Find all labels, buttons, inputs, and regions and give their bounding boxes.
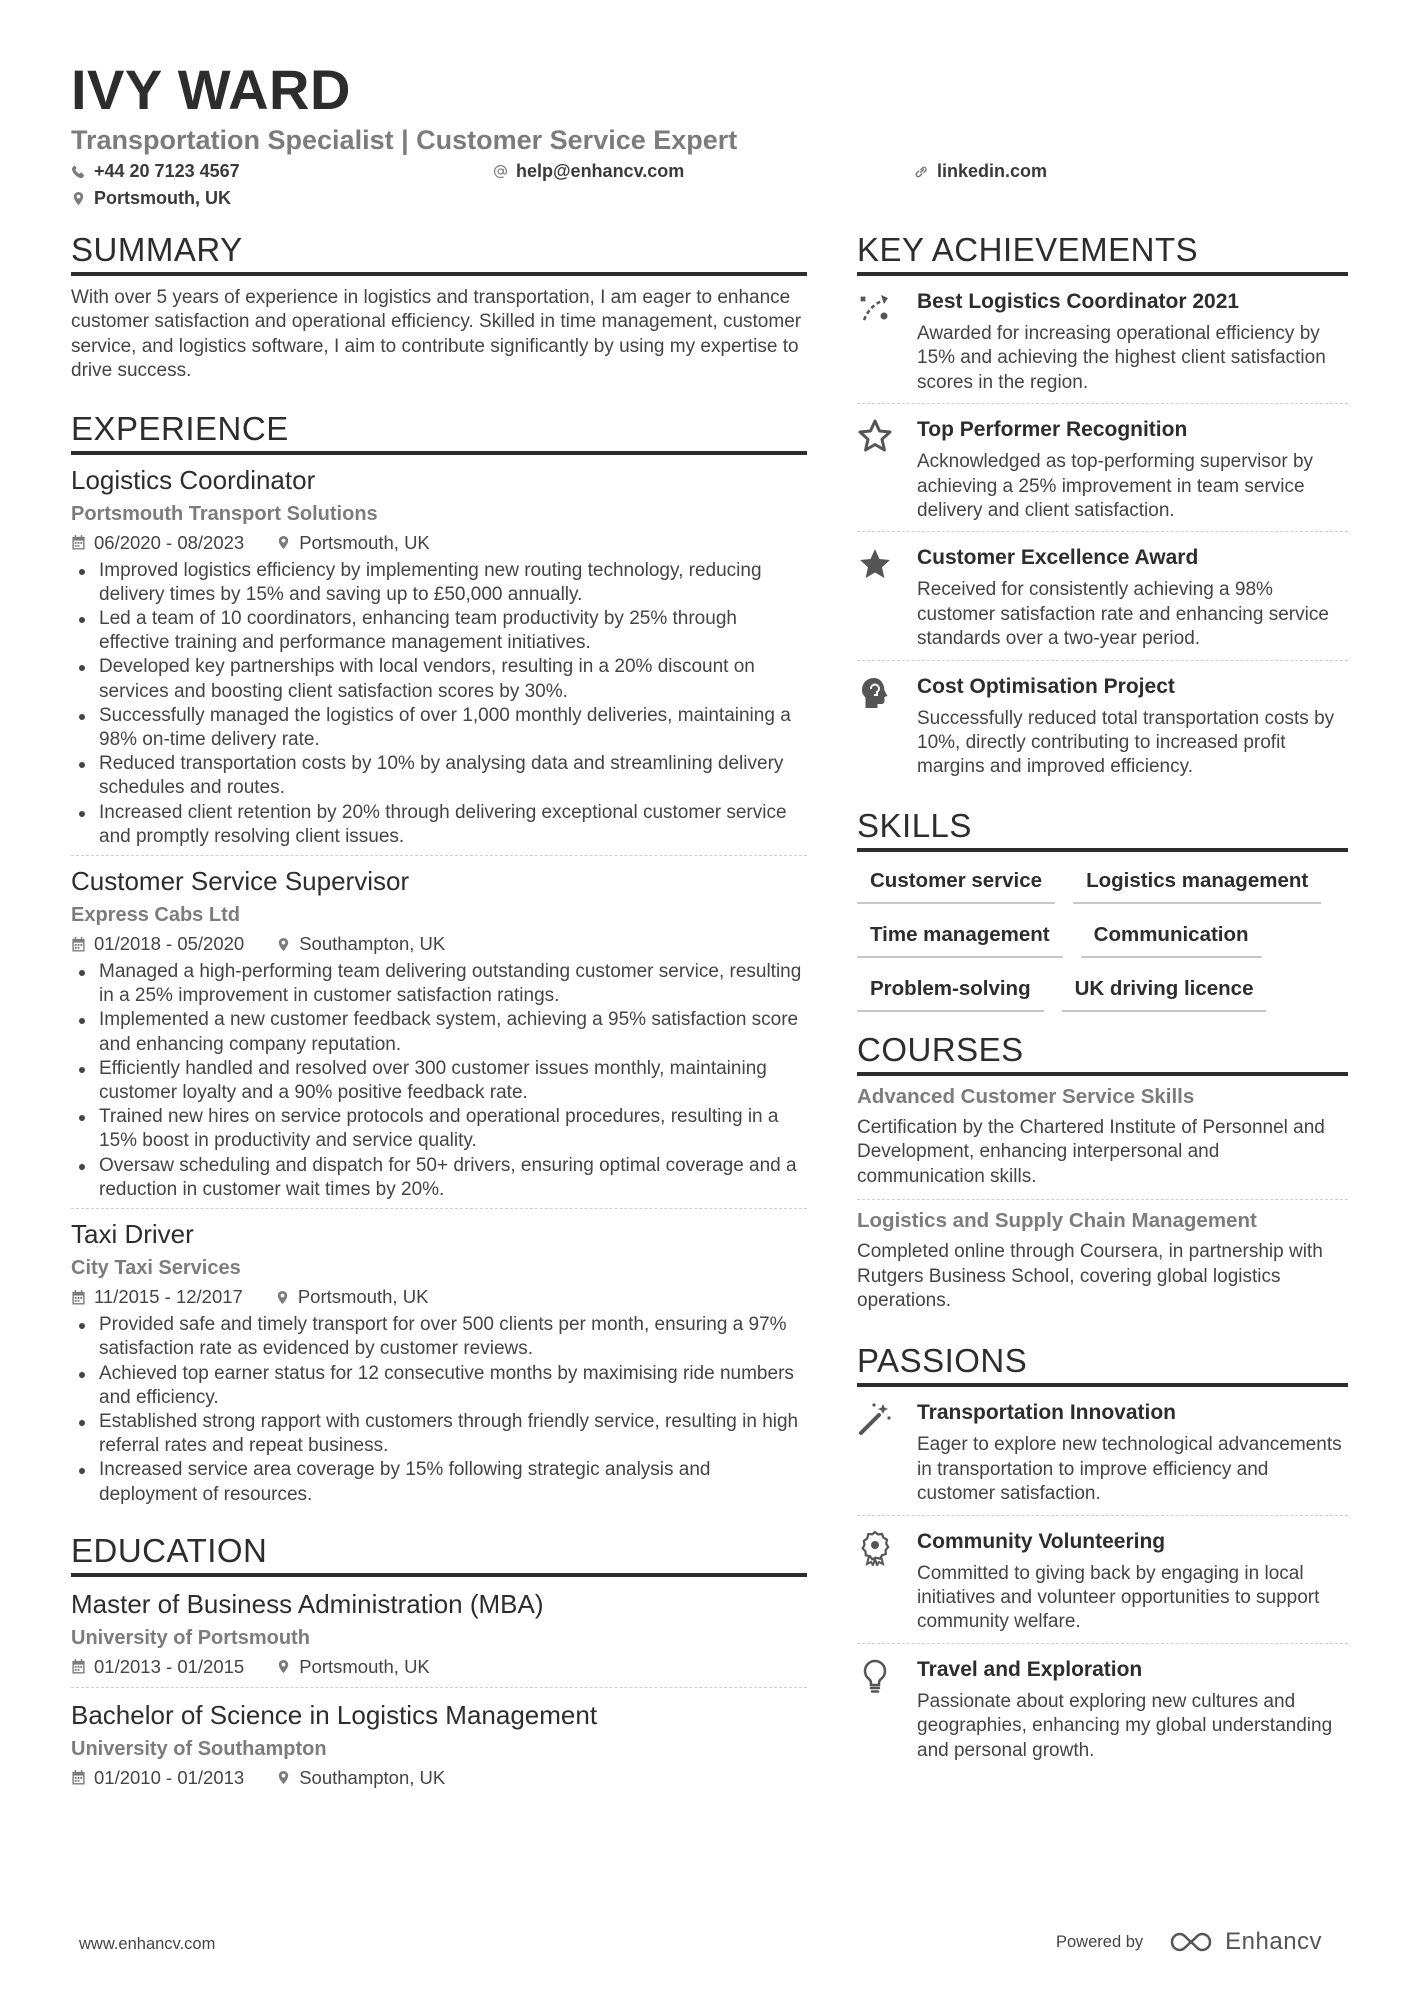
bullet-item: Managed a high-performing team delivering outstanding customer service, resulting in a 25% improvement in customer satisfaction ratings. bbox=[71, 960, 807, 1008]
passion-desc: Committed to giving back by engaging in local initiatives and volunteer opportunities to support community welfare. bbox=[917, 1562, 1320, 1633]
education-dates bbox=[71, 1766, 244, 1790]
passion-item bbox=[857, 1515, 1348, 1643]
passion-item bbox=[857, 1643, 1348, 1771]
job-bullets bbox=[71, 960, 807, 1202]
experience-section bbox=[71, 409, 807, 1513]
achievement-desc: Successfully reduced total transportation costs by 10%, directly contributing to increased profit margins and improved efficiency. bbox=[917, 707, 1335, 778]
education-location-text: Southampton, UK bbox=[299, 1766, 446, 1788]
course-desc: Certification by the Chartered Institute of Personnel and Development, enhancing interpersonal and communication skills. bbox=[857, 1116, 1325, 1187]
education-location bbox=[276, 1766, 445, 1790]
job-meta bbox=[71, 531, 807, 555]
course-title: Logistics and Supply Chain Management bbox=[857, 1209, 1257, 1233]
phone-contact bbox=[71, 160, 240, 182]
course-desc: Completed online through Coursera, in partnership with Rutgers Business School, covering global logistics operations. bbox=[857, 1241, 1323, 1311]
candidate-name: IVY WARD bbox=[71, 58, 351, 121]
achievement-desc: Awarded for increasing operational efficiency by 15% and achieving the highest client satisfaction scores in the region. bbox=[917, 323, 1326, 393]
school-name: University of Portsmouth bbox=[71, 1626, 310, 1649]
job-dates bbox=[71, 1285, 243, 1309]
email-contact bbox=[493, 160, 684, 182]
phone-number: +44 20 7123 4567 bbox=[94, 161, 240, 181]
job-location-text: Portsmouth, UK bbox=[299, 531, 430, 553]
location-pin-icon bbox=[275, 1290, 290, 1305]
passion-item bbox=[857, 1387, 1348, 1514]
passion-title: Travel and Exploration bbox=[917, 1657, 1143, 1681]
summary-text: With over 5 years of experience in logistics and transportation, I am eager to enhance customer satisfaction and operational efficiency. Skilled in time management, customer service, and logistics software, I aim to contribute significantly by using my expertise to drive success. bbox=[71, 287, 802, 382]
achievement-item bbox=[857, 660, 1348, 788]
education-dates-text: 01/2013 - 01/2015 bbox=[94, 1655, 245, 1677]
calendar-icon bbox=[71, 1659, 86, 1674]
achievement-item bbox=[857, 531, 1348, 659]
calendar-icon bbox=[71, 1290, 86, 1305]
skill-tag: Problem-solving bbox=[857, 972, 1044, 1012]
linkedin-link[interactable]: linkedin.com bbox=[937, 161, 1048, 181]
job-dates-text: 06/2020 - 08/2023 bbox=[94, 531, 245, 553]
achievements-heading: KEY ACHIEVEMENTS bbox=[857, 230, 1348, 276]
achievement-title: Cost Optimisation Project bbox=[917, 674, 1175, 698]
location-pin-icon bbox=[276, 937, 291, 952]
summary-heading: SUMMARY bbox=[71, 230, 807, 276]
job-location-text: Southampton, UK bbox=[299, 933, 446, 955]
left-column bbox=[71, 230, 807, 1798]
passions-heading: PASSIONS bbox=[857, 1341, 1348, 1387]
magic-wand-icon bbox=[857, 1401, 893, 1437]
achievement-title: Customer Excellence Award bbox=[917, 546, 1199, 570]
job-entry bbox=[71, 455, 807, 855]
candidate-title: Transportation Specialist | Customer Service Expert bbox=[71, 125, 738, 155]
education-location bbox=[276, 1655, 430, 1679]
achievement-title: Best Logistics Coordinator 2021 bbox=[917, 290, 1240, 313]
bullet-item: Trained new hires on service protocols and operational procedures, resulting in a 15% boost in productivity and service quality. bbox=[71, 1105, 807, 1153]
skill-tag: Communication bbox=[1081, 918, 1262, 958]
job-location bbox=[276, 531, 430, 555]
job-title: Taxi Driver bbox=[71, 1219, 194, 1250]
experience-heading: EXPERIENCE bbox=[71, 409, 807, 455]
job-meta bbox=[71, 932, 807, 956]
head-idea-icon bbox=[857, 675, 893, 711]
achievement-desc: Received for consistently achieving a 98% customer satisfaction rate and enhancing service standards over a two-year period. bbox=[917, 579, 1329, 650]
achievement-title: Top Performer Recognition bbox=[917, 418, 1188, 442]
skills-list bbox=[857, 864, 1348, 1026]
courses-section bbox=[857, 1030, 1348, 1323]
education-entry bbox=[71, 1577, 807, 1687]
education-heading: EDUCATION bbox=[71, 1531, 807, 1577]
education-entry bbox=[71, 1687, 807, 1798]
job-title: Customer Service Supervisor bbox=[71, 866, 410, 897]
job-location bbox=[275, 1285, 429, 1309]
company-name: City Taxi Services bbox=[71, 1257, 241, 1280]
achievement-item bbox=[857, 276, 1348, 403]
bullet-item: Reduced transportation costs by 10% by analysing data and streamlining delivery schedules and routes. bbox=[71, 752, 807, 800]
bullet-item: Led a team of 10 coordinators, enhancing team productivity by 25% through effective training and performance management initiatives. bbox=[71, 607, 807, 655]
bullet-item: Developed key partnerships with local vendors, resulting in a 20% discount on services and boosting client satisfaction scores by 30%. bbox=[71, 655, 807, 703]
bullet-item: Implemented a new customer feedback system, achieving a 95% satisfaction score and enhancing company reputation. bbox=[71, 1008, 807, 1056]
phone-icon bbox=[71, 164, 86, 179]
skill-tag: UK driving licence bbox=[1062, 972, 1267, 1012]
job-entry bbox=[71, 855, 807, 1208]
calendar-icon bbox=[71, 1770, 86, 1785]
company-name: Express Cabs Ltd bbox=[71, 904, 240, 927]
linkedin-contact bbox=[914, 160, 1047, 182]
passions-section bbox=[857, 1341, 1348, 1771]
powered-by-label: Powered by bbox=[1056, 1932, 1144, 1951]
bullet-item: Improved logistics efficiency by implementing new routing technology, reducing delivery times by 15% and saving up to £50,000 annually. bbox=[71, 559, 807, 607]
achievement-desc: Acknowledged as top-performing supervisor by achieving a 25% improvement in team service delivery and client satisfaction. bbox=[917, 451, 1314, 522]
job-bullets bbox=[71, 1313, 807, 1507]
summary-section bbox=[71, 230, 807, 384]
course-item bbox=[857, 1076, 1348, 1199]
achievements-section bbox=[857, 230, 1348, 788]
job-title: Logistics Coordinator bbox=[71, 464, 316, 495]
location-contact bbox=[71, 187, 231, 209]
degree-title: Master of Business Administration (MBA) bbox=[71, 1588, 544, 1619]
job-dates-text: 11/2015 - 12/2017 bbox=[94, 1286, 243, 1308]
skills-heading: SKILLS bbox=[857, 806, 1348, 852]
passion-desc: Passionate about exploring new cultures and geographies, enhancing my global understanding and personal growth. bbox=[917, 1690, 1333, 1761]
skills-section bbox=[857, 806, 1348, 1026]
course-title: Advanced Customer Service Skills bbox=[857, 1084, 1195, 1108]
bullet-item: Achieved top earner status for 12 consecutive months by maximising ride numbers and efficiency. bbox=[71, 1362, 807, 1410]
bullet-item: Established strong rapport with customers through friendly service, resulting in high referral rates and repeat business. bbox=[71, 1410, 807, 1458]
right-column bbox=[857, 230, 1348, 1771]
enhancv-logo-icon bbox=[1169, 1930, 1215, 1954]
education-meta bbox=[71, 1766, 807, 1790]
footer-branding bbox=[1056, 1928, 1322, 1956]
job-meta bbox=[71, 1285, 807, 1309]
education-dates bbox=[71, 1655, 244, 1679]
location-pin-icon bbox=[276, 1770, 291, 1785]
education-location-text: Portsmouth, UK bbox=[299, 1655, 430, 1677]
bullet-item: Provided safe and timely transport for over 500 clients per month, ensuring a 97% satisfaction rate as evidenced by customer reviews. bbox=[71, 1313, 807, 1361]
company-name: Portsmouth Transport Solutions bbox=[71, 502, 378, 525]
job-location-text: Portsmouth, UK bbox=[297, 1286, 429, 1308]
achievement-item bbox=[857, 403, 1348, 531]
bullet-item: Efficiently handled and resolved over 300 customer issues monthly, maintaining customer loyalty and a 90% positive feedback rate. bbox=[71, 1057, 807, 1105]
job-location bbox=[276, 932, 445, 956]
location-pin-icon bbox=[276, 1659, 291, 1674]
location-text: Portsmouth, UK bbox=[94, 188, 231, 208]
award-medal-icon bbox=[857, 1530, 893, 1566]
location-pin-icon bbox=[71, 191, 86, 206]
job-dates bbox=[71, 932, 244, 956]
at-icon bbox=[493, 164, 508, 179]
school-name: University of Southampton bbox=[71, 1737, 327, 1760]
location-pin-icon bbox=[276, 535, 291, 550]
bullet-item: Successfully managed the logistics of over 1,000 monthly deliveries, maintaining a 98% on-time delivery rate. bbox=[71, 704, 807, 752]
course-item bbox=[857, 1199, 1348, 1323]
passion-desc: Eager to explore new technological advancements in transportation to improve efficiency and customer satisfaction. bbox=[917, 1434, 1342, 1505]
skill-tag: Time management bbox=[857, 918, 1063, 958]
bullet-item: Increased client retention by 20% through delivering exceptional customer service and promptly resolving client issues. bbox=[71, 801, 807, 849]
brand-name: Enhancv bbox=[1225, 1928, 1323, 1955]
education-dates-text: 01/2010 - 01/2013 bbox=[94, 1766, 245, 1788]
lightbulb-icon bbox=[857, 1658, 893, 1694]
bullet-item: Oversaw scheduling and dispatch for 50+ drivers, ensuring optimal coverage and a reduction in customer wait times by 20%. bbox=[71, 1154, 807, 1202]
star-outline-icon bbox=[857, 418, 893, 454]
bullet-item: Increased service area coverage by 15% following strategic analysis and deployment of resources. bbox=[71, 1458, 807, 1506]
courses-heading: COURSES bbox=[857, 1030, 1348, 1076]
skill-tag: Logistics management bbox=[1073, 864, 1321, 904]
calendar-icon bbox=[71, 535, 86, 550]
job-dates-text: 01/2018 - 05/2020 bbox=[94, 933, 245, 955]
star-filled-icon bbox=[857, 546, 893, 582]
trajectory-icon bbox=[857, 290, 893, 326]
skill-tag: Customer service bbox=[857, 864, 1055, 904]
job-dates bbox=[71, 531, 244, 555]
education-meta bbox=[71, 1655, 807, 1679]
job-entry bbox=[71, 1208, 807, 1513]
job-bullets bbox=[71, 559, 807, 849]
passion-title: Transportation Innovation bbox=[917, 1401, 1177, 1425]
degree-title: Bachelor of Science in Logistics Management bbox=[71, 1699, 598, 1730]
passion-title: Community Volunteering bbox=[917, 1529, 1166, 1553]
email-address[interactable]: help@enhancv.com bbox=[516, 161, 685, 181]
link-icon bbox=[914, 164, 929, 179]
footer-website[interactable]: www.enhancv.com bbox=[79, 1935, 216, 1953]
brand-logo[interactable] bbox=[1169, 1928, 1322, 1956]
education-section bbox=[71, 1531, 807, 1798]
calendar-icon bbox=[71, 937, 86, 952]
